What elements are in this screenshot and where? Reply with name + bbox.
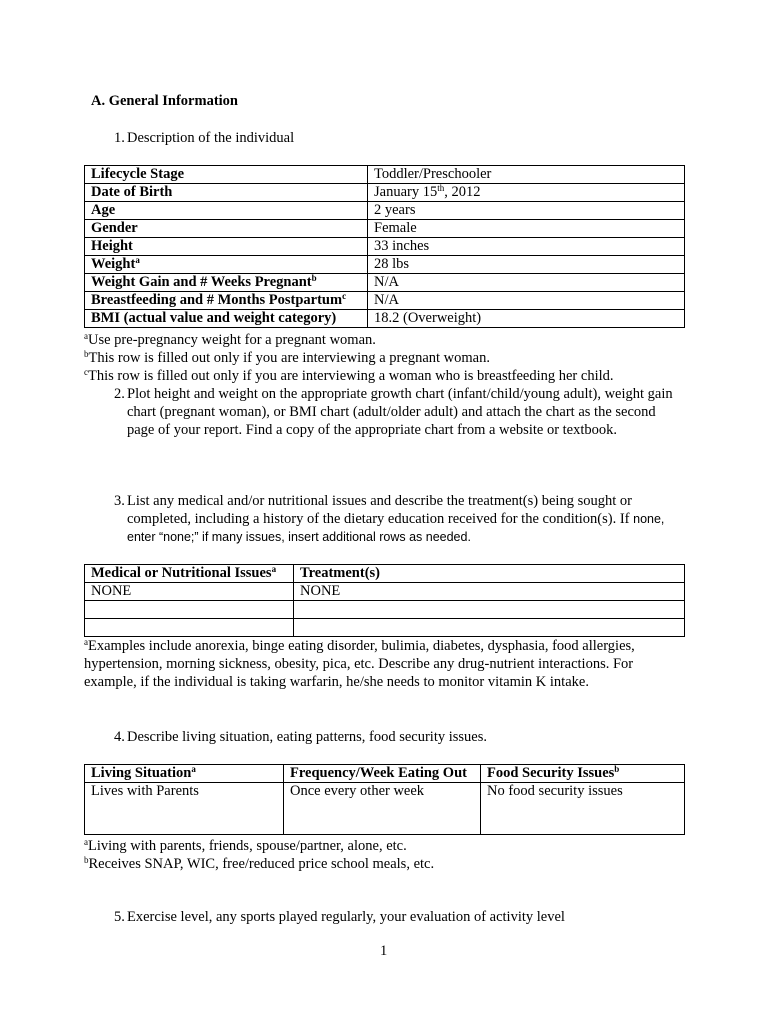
table-row xyxy=(85,601,685,619)
footnote-a: $^a$Living with parents, friends, spouse/partner, alone, etc. xyxy=(84,837,407,854)
issue-cell xyxy=(85,619,294,637)
food-security-cell: No food security issues xyxy=(481,783,685,835)
individual-description-table xyxy=(84,165,685,328)
table-row xyxy=(85,238,685,256)
row-value: 18.2 (Overweight) xyxy=(368,310,685,328)
row-label: Date of Birth xyxy=(85,184,368,202)
table-row xyxy=(85,220,685,238)
medical-issues-table xyxy=(84,564,685,637)
question-3 xyxy=(114,492,674,546)
col-header-issues: Medical or Nutritional Issues$^a$ xyxy=(85,565,294,583)
footnote-c: $^c$This row is filled out only if you are interviewing a woman who is breastfeeding her child. xyxy=(84,367,614,384)
issue-cell xyxy=(85,601,294,619)
row-value: N/A xyxy=(368,274,685,292)
question-number: 2. xyxy=(114,386,125,402)
row-label: Height xyxy=(85,238,368,256)
row-label: Breastfeeding and # Months Postpartum$^c$ xyxy=(85,292,368,310)
table2-note: $^a$Examples include anorexia, binge eating disorder, bulimia, diabetes, dysphasia, food allergies, hypertension, morning sickness, obesity, pica, etc. Describe any drug-nutrient interactions. For example, if the individual is taking warfarin, he/she needs to monitor vitamin K intake. xyxy=(84,637,635,690)
footnote-b: $^b$This row is filled out only if you are interviewing a pregnant woman. xyxy=(84,349,490,366)
row-value: 28 lbs xyxy=(368,256,685,274)
question-text: Describe living situation, eating patterns, food security issues. xyxy=(127,729,488,745)
table-row xyxy=(85,256,685,274)
treatment-cell: NONE xyxy=(294,583,685,601)
col-header-treatment: Treatment(s) xyxy=(294,565,685,583)
question-text: Plot height and weight on the appropriate growth chart (infant/child/young adult), weight gain chart (pregnant woman), or BMI chart (adult/older adult) and attach the chart as the second page of your report. Find a copy of the appropriate chart from a website or textbook. xyxy=(127,386,673,438)
col-header-eating-out: Frequency/Week Eating Out xyxy=(284,765,481,783)
row-label: Weight$^a$ xyxy=(85,256,368,274)
question-number: 5. xyxy=(114,909,125,925)
table-row xyxy=(85,310,685,328)
table-row xyxy=(85,783,685,835)
question-text-continued: none, enter “none;” if many issues, insert additional rows as needed. xyxy=(127,512,665,544)
eating-out-cell: Once every other week xyxy=(284,783,481,835)
row-value: N/A xyxy=(368,292,685,310)
issue-cell: NONE xyxy=(85,583,294,601)
row-value: Female xyxy=(368,220,685,238)
section-heading: A. General Information xyxy=(91,93,238,109)
table-row xyxy=(85,274,685,292)
row-value: 2 years xyxy=(368,202,685,220)
row-label: Lifecycle Stage xyxy=(85,166,368,184)
living-situation-table xyxy=(84,764,685,835)
table-row xyxy=(85,184,685,202)
question-text: List any medical and/or nutritional issues and describe the treatment(s) being sought or completed, including a history of the dietary education received for the condition(s). If xyxy=(127,493,632,527)
col-header-living: Living Situation$^a$ xyxy=(85,765,284,783)
living-situation-cell: Lives with Parents xyxy=(85,783,284,835)
question-1 xyxy=(114,129,674,147)
table-row xyxy=(85,619,685,637)
row-label: Weight Gain and # Weeks Pregnant$^b$ xyxy=(85,274,368,292)
footnote-b: $^b$Receives SNAP, WIC, free/reduced price school meals, etc. xyxy=(84,855,435,872)
table-row xyxy=(85,292,685,310)
question-5 xyxy=(114,908,674,926)
table3-notes xyxy=(84,837,684,873)
table-row xyxy=(85,166,685,184)
treatment-cell xyxy=(294,619,685,637)
table1-notes xyxy=(84,331,684,385)
question-text: Description of the individual xyxy=(127,130,295,146)
treatment-cell xyxy=(294,601,685,619)
question-text: Exercise level, any sports played regularly, your evaluation of activity level xyxy=(127,909,565,925)
row-label: Gender xyxy=(85,220,368,238)
row-value: January 15th, 2012 xyxy=(368,184,685,202)
question-number: 4. xyxy=(114,729,125,745)
question-number: 1. xyxy=(114,130,125,146)
col-header-food-security: Food Security Issues$^b$ xyxy=(481,765,685,783)
question-2 xyxy=(114,385,674,439)
row-label: BMI (actual value and weight category) xyxy=(85,310,368,328)
row-value: Toddler/Preschooler xyxy=(368,166,685,184)
table-row xyxy=(85,583,685,601)
page-number: 1 xyxy=(380,943,388,959)
question-4 xyxy=(114,728,674,746)
question-number: 3. xyxy=(114,493,125,509)
row-value: 33 inches xyxy=(368,238,685,256)
footnote-a: $^a$Use pre-pregnancy weight for a pregnant woman. xyxy=(84,331,376,348)
row-label: Age xyxy=(85,202,368,220)
table-row xyxy=(85,202,685,220)
